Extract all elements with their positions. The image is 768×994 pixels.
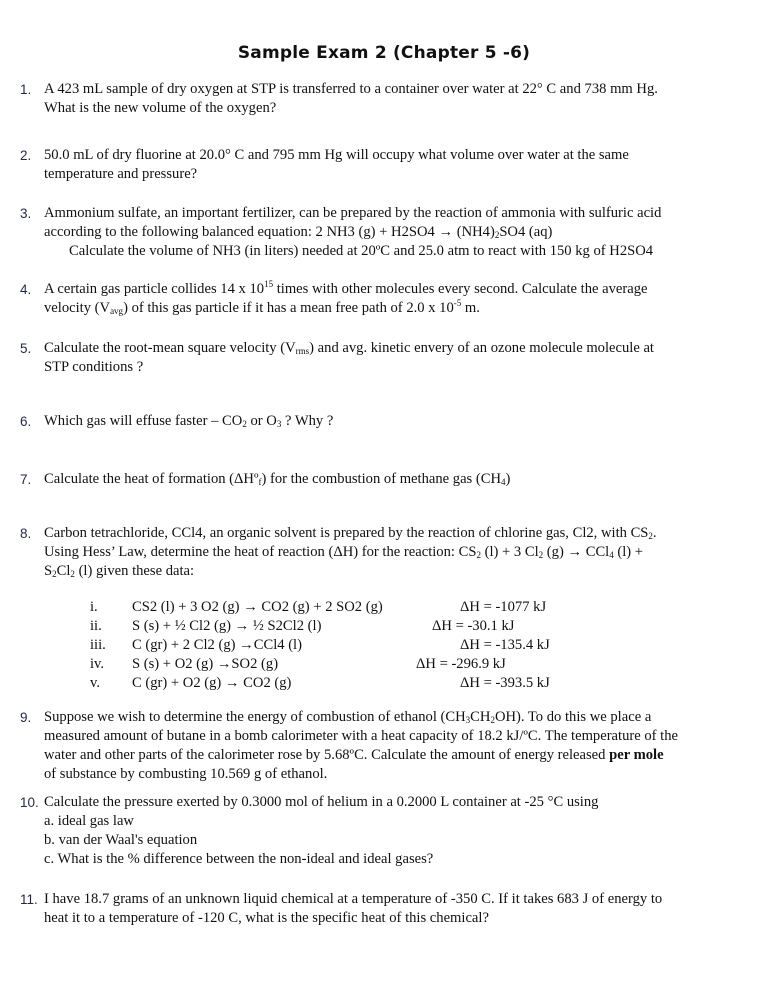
thermochemical-data-list (90, 598, 650, 693)
question-number: 7. (20, 472, 32, 487)
arrow-icon: → (438, 224, 454, 240)
arrow-icon: → (567, 544, 583, 560)
question-text: Which gas will effuse faster – $CO_2$ or $O_3$ ? Why ? (44, 413, 334, 429)
question-number: 1. (20, 82, 32, 97)
question-1 (20, 80, 750, 118)
question-text: A 423 mL sample of dry oxygen at STP is transferred to a container over water at 22° C and 738 mm Hg. What is the new volume of the oxygen? (44, 81, 658, 116)
data-row: iv. S (s) + O2 (g) →SO2 (g) ΔH = -296.9 kJ (90, 656, 506, 672)
question-4 (20, 280, 750, 318)
question-3 (20, 204, 750, 261)
data-row: iii. C (gr) + 2 Cl2 (g) →CCl4 (l) ΔH = -135.4 kJ (90, 637, 550, 653)
data-row: v. C (gr) + O2 (g) → CO2 (g) ΔH = -393.5 kJ (90, 675, 550, 691)
question-subitems (44, 812, 750, 869)
balanced-equation: according to the following balanced equation: 2 NH3 $(g) + H2SO4 \to (NH4)_2SO4$ (aq) (44, 224, 553, 240)
question-9 (20, 708, 750, 784)
question-number: 3. (20, 206, 32, 221)
question-number: 11. (20, 892, 38, 907)
question-text: A certain gas particle collides 14 x $10^{15}$ times with other molecules every second. Calculate the average velocity $(V_{avg})$ of this gas particle if it has a mean free path of 2.0 x $10^{-5}$ m. (44, 279, 648, 316)
subitem: c. What is the % difference between the non-ideal and ideal gases? (44, 851, 434, 867)
question-number: 5. (20, 341, 32, 356)
subitem: b. van der Waal's equation (44, 832, 198, 848)
question-7 (20, 470, 750, 489)
question-10 (20, 793, 750, 869)
question-number: 9. (20, 710, 32, 725)
question-text: Calculate the root-mean square velocity $(V_{rms})$ and avg. kinetic envery of an ozone molecule molecule at STP conditions ? (44, 340, 654, 375)
question-number: 6. (20, 414, 32, 429)
data-row: i. CS2 (l) + 3 O2 (g) → CO2 (g) + 2 SO2 (g) ΔH = -1077 kJ (90, 599, 547, 615)
question-text: I have 18.7 grams of an unknown liquid chemical at a temperature of -350 C. If it takes 683 J of energy to heat it to a temperature of -120 C, what is the specific heat of this chemical? (44, 891, 663, 926)
question-number: 8. (20, 526, 32, 541)
question-11 (20, 890, 750, 928)
question-text: Ammonium sulfate, an important fertilizer, can be prepared by the reaction of ammonia with sulfuric acid according to the following balanced equation: 2 NH3 $(g) + H2SO4 \to (NH4)_2SO4$ (aq) Calculate the volume of NH3 (in liters) needed at 20ºC and 25.0 atm to react with 150 kg of H2SO4 (44, 204, 750, 261)
data-row: ii. S (s) + ½ Cl2 (g) → ½ S2Cl2 (l) ΔH = -30.1 kJ (90, 618, 515, 634)
question-text: Suppose we wish to determine the energy of combustion of ethanol $(CH_3CH_2OH)$. To do this we place a measured amount of butane in a bomb calorimeter with a heat capacity of 18.2 kJ/ºC. The temperature of the water and other parts of the calorimeter rose by 5.68ºC. Calculate the amount of energy released per mole of substance by combusting 10.569 g of ethanol. (44, 709, 679, 782)
question-number: 2. (20, 148, 32, 163)
question-5 (20, 339, 750, 377)
question-2 (20, 146, 750, 184)
question-text: Calculate the heat of formation (ΔHº$_f$) for the combustion of methane gas $(CH_4)$ (44, 471, 511, 487)
question-number: 4. (20, 282, 32, 297)
question-6 (20, 412, 750, 431)
question-text: Carbon tetrachloride, CCl4, an organic solvent is prepared by the reaction of chlorine gas, Cl2, with $CS_2$. Using Hess’ Law, determine the heat of reaction (ΔH) for the reaction: $CS_2$ (l) + 3 $Cl_2$ (g) → CCl$_4$ (l) + $S_2Cl_2$ (l) given these data: (44, 525, 657, 579)
page-title: Sample Exam 2 (Chapter 5 -6) (237, 43, 531, 63)
question-8 (20, 524, 750, 581)
subitem: a. ideal gas law (44, 813, 134, 829)
question-number: 10. (20, 795, 39, 810)
question-text: Calculate the pressure exerted by 0.3000 mol of helium in a 0.2000 L container at -25 °C using a. ideal gas law b. van der Waal's equation c. What is the % difference between the non-ideal and ideal gases? (44, 793, 750, 869)
question-text: 50.0 mL of dry fluorine at 20.0° C and 795 mm Hg will occupy what volume over water at the same temperature and pressure? (44, 147, 629, 182)
